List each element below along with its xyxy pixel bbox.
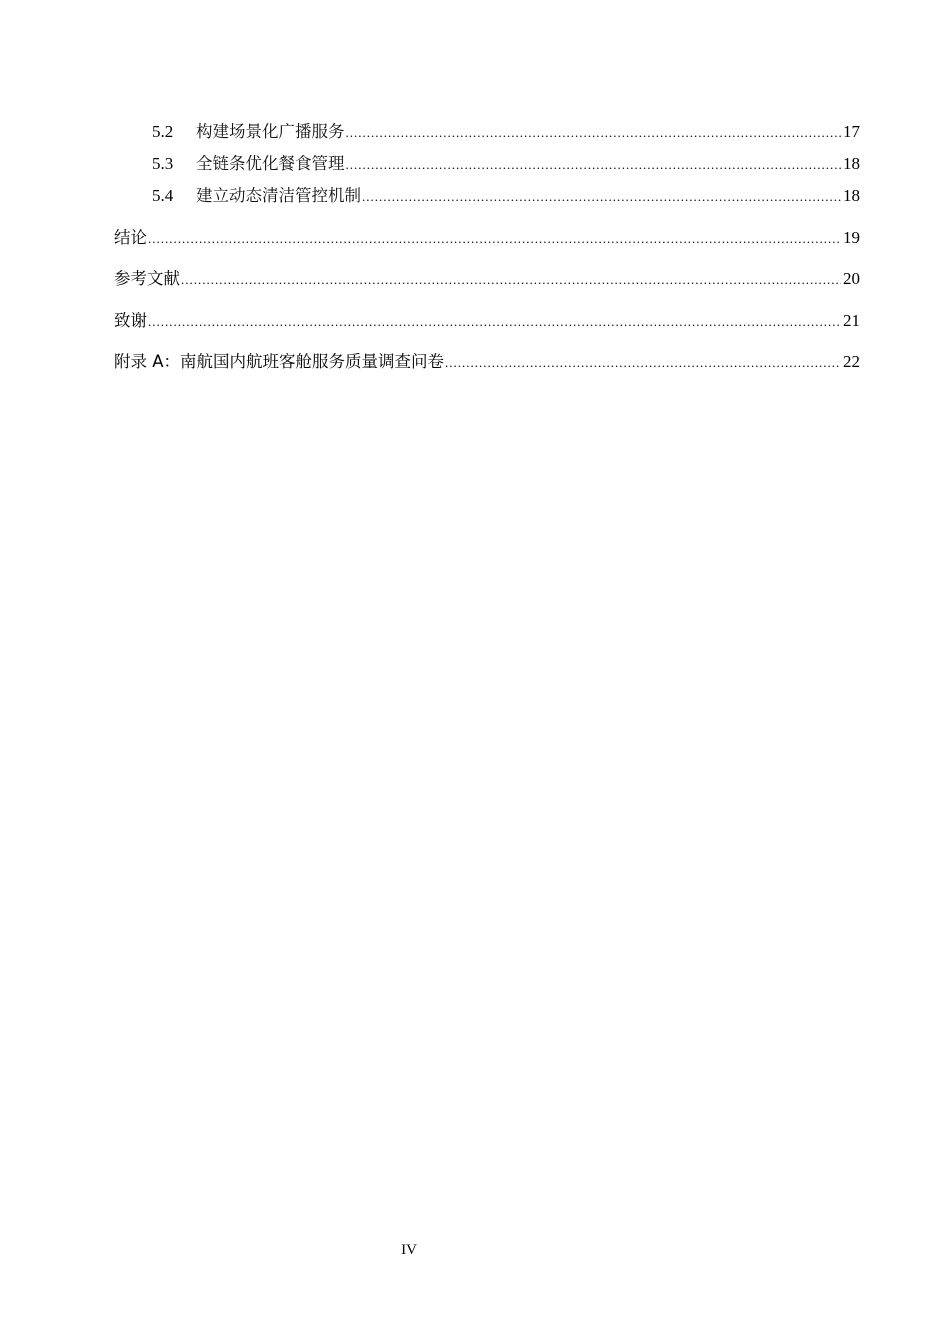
toc-entry-page: 18 — [843, 154, 860, 173]
toc-entry-page: 18 — [843, 186, 860, 205]
toc-entry-references[interactable] — [114, 268, 860, 291]
toc-entry-title: 参考文献 — [114, 269, 180, 288]
toc-entry-number: 5.3 — [152, 154, 174, 173]
toc-dot-leader — [445, 352, 841, 374]
toc-entry-page: 20 — [843, 269, 860, 288]
toc-entry-page: 19 — [843, 228, 860, 247]
toc-entry-acknowledgements[interactable] — [114, 310, 860, 333]
toc-entry-5-4[interactable] — [152, 185, 860, 208]
toc-entry-appendix-a[interactable] — [114, 351, 860, 374]
toc-entry-page: 22 — [843, 352, 860, 371]
toc-entry-conclusion[interactable] — [114, 227, 860, 250]
toc-entry-title: 全链条优化餐食管理 — [196, 154, 345, 173]
toc-dot-leader — [181, 269, 841, 291]
toc-entry-title: 附录 A：南航国内航班客舱服务质量调查问卷 — [114, 352, 445, 371]
toc-dot-leader — [148, 228, 841, 250]
toc-entry-title: 建立动态清洁管控机制 — [196, 186, 361, 205]
toc-entry-title: 构建场景化广播服务 — [196, 122, 345, 141]
page-number: IV — [401, 1242, 417, 1258]
toc-entry-number: 5.4 — [152, 186, 174, 205]
toc-dot-leader — [346, 154, 842, 176]
toc-entry-number: 5.2 — [152, 122, 174, 141]
toc-entry-title: 致谢 — [114, 311, 147, 330]
toc-dot-leader — [362, 186, 841, 208]
toc-dot-leader — [148, 311, 841, 333]
toc-entry-page: 17 — [843, 122, 860, 141]
toc-entry-page: 21 — [843, 311, 860, 330]
toc-entry-5-2[interactable] — [152, 121, 860, 144]
toc-dot-leader — [346, 122, 842, 144]
toc-entry-5-3[interactable] — [152, 153, 860, 176]
toc-entry-title: 结论 — [114, 228, 147, 247]
